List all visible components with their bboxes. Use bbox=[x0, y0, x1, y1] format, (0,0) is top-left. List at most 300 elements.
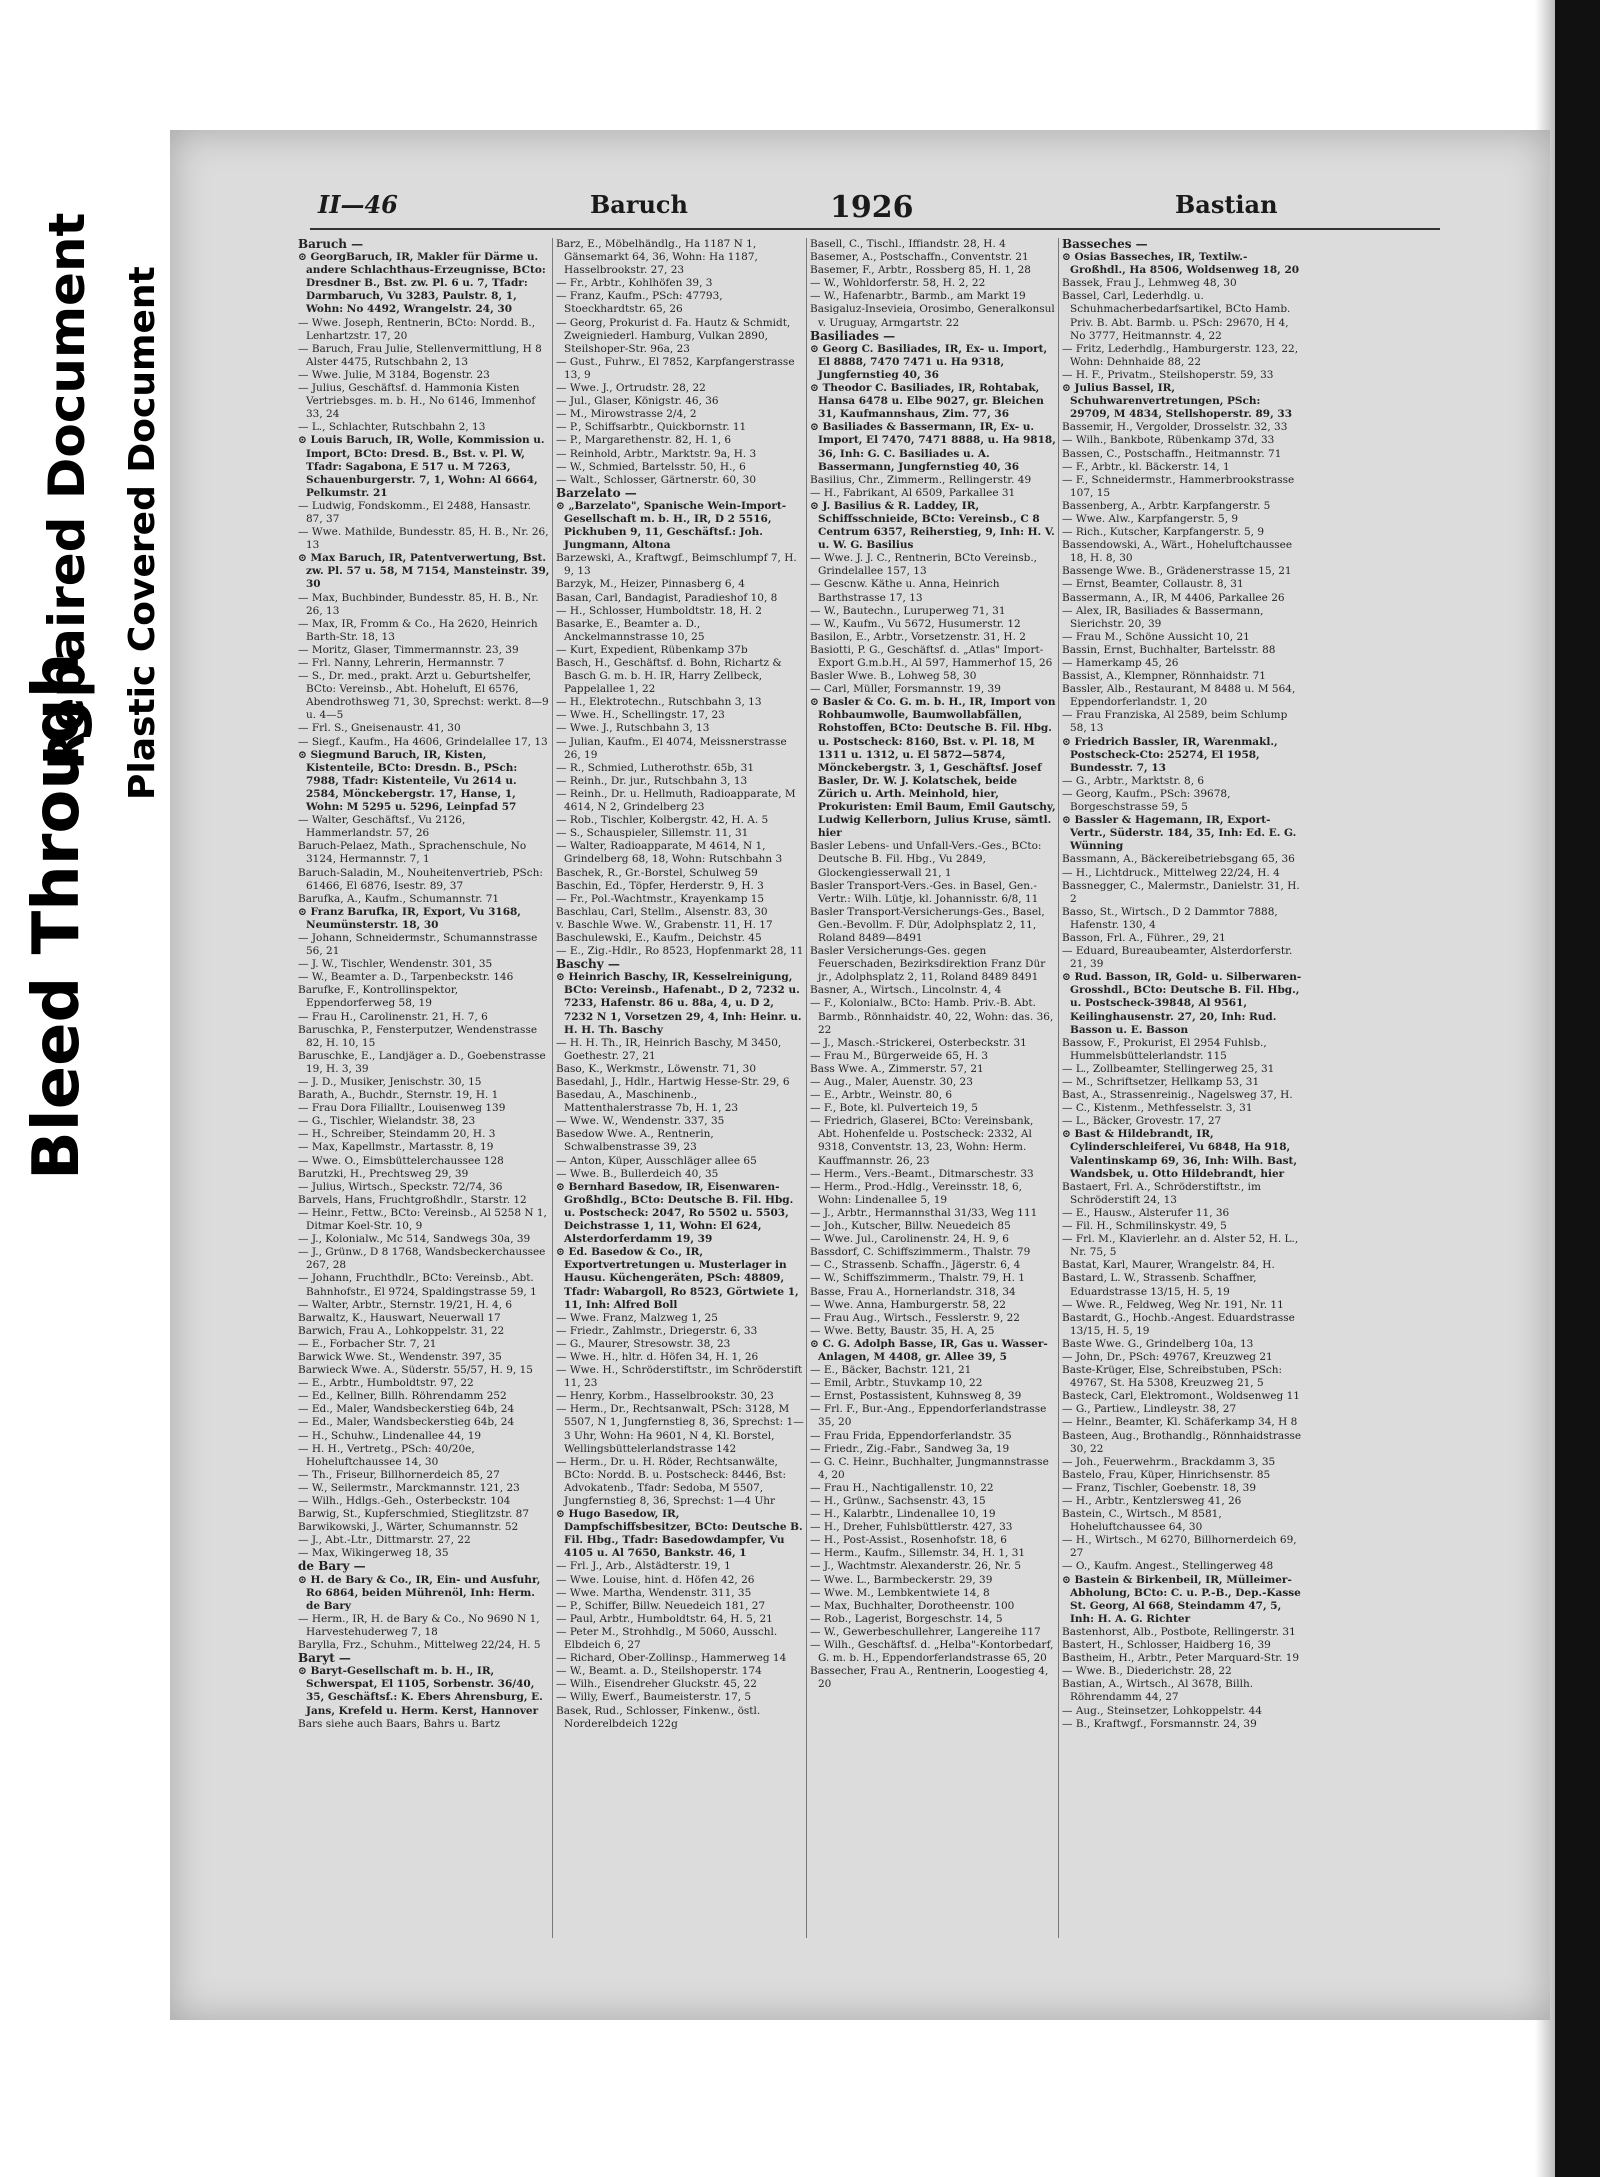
directory-entry: ⊙ C. G. Adolph Basse, IR, Gas u. Wasser-Anlagen, M 4408, gr. Allee 39, 5 bbox=[810, 1337, 1048, 1363]
directory-entry: — Reinhold, Arbtr., Marktstr. 9a, H. 3 bbox=[556, 447, 757, 460]
directory-entry: Basilius, Chr., Zimmerm., Rellingerstr. 49 bbox=[810, 473, 1032, 486]
directory-entry: — Kurt, Expedient, Rübenkamp 37b bbox=[556, 643, 748, 656]
directory-entry: — Th., Friseur, Billhornerdeich 85, 27 bbox=[298, 1468, 500, 1481]
directory-entry: Barzelato — bbox=[556, 485, 637, 500]
directory-entry: — Frau M., Schöne Aussicht 10, 21 bbox=[1062, 630, 1250, 643]
directory-entry: ⊙ Bastein & Birkenbeil, IR, Mülleimer-Abholung, BCto: C. u. P.-B., Dep.-Kasse St. Georg, Al 668, Steindamm 47, 5, Inh: H. A. G. Richter bbox=[1062, 1573, 1301, 1625]
directory-entry: — Willy, Ewerf., Baumeisterstr. 17, 5 bbox=[556, 1691, 752, 1704]
directory-entry: Baschlau, Carl, Stellm., Alsenstr. 83, 30 bbox=[556, 905, 768, 918]
directory-entry: Bassnegger, C., Malermstr., Danielstr. 31, H. 2 bbox=[1062, 879, 1300, 905]
directory-entry: — Walter, Radioapparate, M 4614, N 1, Grindelberg 68, 18, Wohn: Rutschbahn 3 bbox=[556, 840, 783, 866]
directory-entry: — W., Seilermstr., Marckmannstr. 121, 23 bbox=[298, 1481, 520, 1494]
directory-entry: Basler Lebens- und Unfall-Vers.-Ges., BCto: Deutsche B. Fil. Hbg., Vu 2849, Glockengiesserwall 21, 1 bbox=[810, 840, 1042, 879]
directory-entry: Barwick Wwe. St., Wendenstr. 397, 35 bbox=[298, 1350, 502, 1363]
directory-entry: — Johann, Fruchthdlr., BCto: Vereinsb., Abt. Bahnhofstr., El 9724, Spaldingstrasse 59, 1 bbox=[298, 1272, 537, 1298]
directory-entry: Barz, E., Möbelhändlg., Ha 1187 N 1, Gänsemarkt 64, 36, Wohn: Ha 1187, Hasselbrookstr. 27, 23 bbox=[556, 238, 758, 277]
directory-entry: ⊙ Hugo Basedow, IR, Dampfschiffsbesitzer, BCto: Deutsche B. Fil. Hbg., Tfadr: Basedowdampfer, Vu 4105 u. Al 7650, Bankstr. 46, 1 bbox=[556, 1508, 803, 1560]
directory-entry: — Franz, Kaufm., PSch: 47793, Stoeckhardtstr. 65, 26 bbox=[556, 290, 723, 316]
directory-entry: Bassermann, A., IR, M 4406, Parkallee 26 bbox=[1062, 591, 1285, 604]
directory-entry: — Paul, Arbtr., Humboldtstr. 64, H. 5, 21 bbox=[556, 1612, 773, 1625]
directory-entry: Bastert, H., Schlosser, Haidberg 16, 39 bbox=[1062, 1639, 1271, 1652]
directory-entry: ⊙ „Barzelato", Spanische Wein-Import-Gesellschaft m. b. H., IR, D 2 5516, Pickhuben 9, 11, Geschäftsf.: Joh. Jungmann, Altona bbox=[556, 499, 787, 552]
directory-entry: — Reinh., Dr. u. Hellmuth, Radioapparate, M 4614, N 2, Grindelberg 23 bbox=[556, 787, 796, 814]
directory-entry: Barufke, F., Kontrollinspektor, Eppendorferweg 58, 19 bbox=[298, 984, 459, 1010]
directory-entry: Bastaert, Frl. A., Schröderstiftstr., im Schröderstift 24, 13 bbox=[1062, 1180, 1261, 1206]
directory-entry: — S., Dr. med., prakt. Arzt u. Geburtshelfer, BCto: Vereinsb., Abt. Hoheluft, El 6576, Abendrothsweg 71, 30, Sprechst: werkt. 8—9 u. 4—5 bbox=[298, 670, 549, 722]
directory-entry: Baste-Krüger, Else, Schreibstuben, PSch: 49767, St. Ha 5308, Kreuzweg 21, 5 bbox=[1062, 1364, 1283, 1390]
directory-entry: — Carl, Müller, Forsmannstr. 19, 39 bbox=[810, 683, 1001, 696]
directory-entry: — Wwe. H., Schröderstiftstr., im Schröderstift 11, 23 bbox=[556, 1364, 803, 1390]
directory-entry: — Wwe. B., Bullerdeich 40, 35 bbox=[556, 1167, 719, 1180]
directory-entry: Bassemir, H., Vergolder, Drosselstr. 32, 33 bbox=[1062, 421, 1288, 434]
directory-entry: — W., Schiffszimmerm., Thalstr. 79, H. 1 bbox=[810, 1272, 1025, 1285]
directory-entry: ⊙ Julius Bassel, IR, Schuhwarenvertretungen, PSch: 29709, M 4834, Stellshoperstr. 89, 33 bbox=[1062, 382, 1293, 421]
directory-entry: — Wwe. Alw., Karpfangerstr. 5, 9 bbox=[1062, 512, 1239, 525]
directory-entry: — E., Hausw., Alsterufer 11, 36 bbox=[1062, 1206, 1230, 1219]
directory-entry: — Gescnw. Käthe u. Anna, Heinrich Barthstrasse 17, 13 bbox=[810, 578, 1000, 604]
directory-entry: Bassecher, Frau A., Rentnerin, Loogestieg 4, 20 bbox=[810, 1665, 1049, 1691]
directory-entry: ⊙ H. de Bary & Co., IR, Ein- und Ausfuhr, Ro 6864, beiden Mührenöl, Inh: Herm. de Bary bbox=[298, 1573, 541, 1612]
directory-entry: Bastardt, G., Hochb.-Angest. Eduardstrasse 13/15, H. 5, 19 bbox=[1062, 1311, 1295, 1337]
directory-entry: — Anton, Küper, Ausschläger allee 65 bbox=[556, 1154, 757, 1167]
directory-entry: — Wilh., Eisendreher Gluckstr. 45, 22 bbox=[556, 1678, 757, 1691]
directory-entry: — Wwe. Anna, Hamburgerstr. 58, 22 bbox=[810, 1298, 1006, 1311]
directory-entry: — Wwe. Jul., Carolinenstr. 24, H. 9, 6 bbox=[810, 1233, 1009, 1246]
directory-entry: — Ed., Maler, Wandsbeckerstieg 64b, 24 bbox=[298, 1403, 515, 1416]
directory-entry: — J., Abt.-Ltr., Dittmarstr. 27, 22 bbox=[298, 1534, 471, 1547]
directory-entry: — G., Arbtr., Marktstr. 8, 6 bbox=[1062, 774, 1205, 787]
column-divider bbox=[806, 238, 807, 1938]
directory-entry: Baschin, Ed., Töpfer, Herderstr. 9, H. 3 bbox=[556, 879, 764, 892]
page-number: II—46 bbox=[318, 190, 398, 219]
directory-entry: Bassendowski, A., Wärt., Hoheluftchaussee 18, H. 8, 30 bbox=[1062, 539, 1293, 565]
directory-entry: — Rich., Kutscher, Karpfangerstr. 5, 9 bbox=[1062, 526, 1265, 539]
header-rule bbox=[310, 228, 1440, 230]
directory-entry: — Ed., Maler, Wandsbeckerstieg 64b, 24 bbox=[298, 1416, 515, 1429]
page-header-year: 1926 bbox=[830, 190, 914, 225]
directory-entry: Barwaltz, K., Hauswart, Neuerwall 17 bbox=[298, 1311, 501, 1324]
directory-entry: Basek, Rud., Schlosser, Finkenw., östl. Norderelbdeich 122g bbox=[556, 1704, 761, 1730]
directory-entry: — M., Mirowstrasse 2/4, 2 bbox=[556, 408, 697, 421]
directory-entry: — Frau Frida, Eppendorferlandstr. 35 bbox=[810, 1429, 1012, 1442]
directory-entry: de Bary — bbox=[298, 1559, 366, 1574]
directory-entry: ⊙ Basiliades & Bassermann, IR, Ex- u. Import, El 7470, 7471 8888, u. Ha 9818, 36, Inh: G. C. Basiliades u. A. Bassermann, Jungfernstieg 40, 36 bbox=[810, 421, 1056, 473]
directory-entry: — Henry, Korbm., Hasselbrookstr. 30, 23 bbox=[556, 1390, 774, 1403]
directory-entry: Bassin, Ernst, Buchhalter, Bartelsstr. 88 bbox=[1062, 643, 1276, 656]
directory-entry: Bassist, A., Klempner, Rönnhaidstr. 71 bbox=[1062, 670, 1266, 683]
directory-entry: — Rob., Tischler, Kolbergstr. 42, H. A. 5 bbox=[556, 814, 769, 827]
directory-entry: — Siegf., Kaufm., Ha 4606, Grindelallee 17, 13 bbox=[298, 735, 548, 748]
directory-entry: — Frl. J., Arb., Alstädterstr. 19, 1 bbox=[556, 1560, 731, 1573]
directory-entry: ⊙ Basler & Co. G. m. b. H., IR, Import von Rohbaumwolle, Baumwollabfällen, Rohstoffen, BCto: Deutsche B. Fil. Hbg. u. Postscheck: 8160, Bst. v. Pl. 18, M 1311 u. 1312, u. El 5872—5874, Mönckebergstr. 3, 1, Geschäftsf. Josef Basler, Dr. W. J. Kolatschek, beide Zürich u. Arth. Meinhold, hier, Prokuristen: Emil Baum, Emil Gautschy, Ludwig Kellerborn, Julius Kruse, sämtl. hier bbox=[810, 696, 1056, 840]
directory-entry: — Frl. M., Klavierlehr. an d. Alster 52, H. L., Nr. 75, 5 bbox=[1062, 1233, 1299, 1259]
directory-entry: ⊙ Friedrich Bassler, IR, Warenmakl., Postscheck-Cto: 25274, El 1958, Bundesstr. 7, 13 bbox=[1062, 735, 1278, 774]
directory-entry: Bass Wwe. A., Zimmerstr. 57, 21 bbox=[810, 1062, 984, 1075]
directory-entry: Basson, Frl. A., Führer., 29, 21 bbox=[1062, 931, 1226, 944]
directory-column-2 bbox=[556, 238, 804, 1938]
directory-entry: — Eduard, Bureaubeamter, Alsterdorferstr. 21, 39 bbox=[1062, 945, 1293, 971]
directory-column-3 bbox=[810, 238, 1056, 1938]
directory-entry: — Wwe. Mathilde, Bundesstr. 85, H. B., Nr. 26, 13 bbox=[298, 526, 549, 552]
directory-entry: — H., Schuhw., Lindenallee 44, 19 bbox=[298, 1429, 482, 1442]
directory-entry: Bassler, Alb., Restaurant, M 8488 u. M 564, Eppendorferlandstr. 1, 20 bbox=[1062, 683, 1296, 709]
directory-entry: — Rob., Lagerist, Borgeschstr. 14, 5 bbox=[810, 1612, 1003, 1625]
directory-entry: Basilon, E., Arbtr., Vorsetzenstr. 31, H. 2 bbox=[810, 630, 1026, 643]
directory-entry: — Ludwig, Fondskomm., El 2488, Hansastr. 87, 37 bbox=[298, 499, 531, 525]
directory-entry: — Georg, Prokurist d. Fa. Hautz & Schmidt, Zweigniederl. Hamburg, Vulkan 2890, Steilshoper-Str. 96a, 23 bbox=[556, 316, 791, 355]
directory-entry: — H., Schlosser, Humboldtstr. 18, H. 2 bbox=[556, 604, 762, 617]
directory-entry: Barwikowski, J., Wärter, Schumannstr. 52 bbox=[298, 1521, 519, 1534]
directory-entry: — H., Wirtsch., M 6270, Billhornerdeich 69, 27 bbox=[1062, 1534, 1297, 1560]
directory-entry: — Frau Franziska, Al 2589, beim Schlump 58, 13 bbox=[1062, 709, 1288, 735]
directory-entry: — Richard, Ober-Zollinsp., Hammerweg 14 bbox=[556, 1652, 787, 1665]
directory-entry: — E., Forbacher Str. 7, 21 bbox=[298, 1337, 437, 1350]
directory-entry: — Reinh., Dr. jur., Rutschbahn 3, 13 bbox=[556, 774, 748, 787]
directory-entry: Bassenberg, A., Arbtr. Karpfangerstr. 5 bbox=[1062, 499, 1271, 512]
directory-entry: — Herm., IR, H. de Bary & Co., No 9690 N 1, Harvestehuderweg 7, 18 bbox=[298, 1612, 540, 1638]
page-header-last-name: Bastian bbox=[1175, 190, 1278, 219]
directory-entry: Bassmann, A., Bäckereibetriebsgang 65, 36 bbox=[1062, 853, 1295, 866]
directory-entry: ⊙ Siegmund Baruch, IR, Kisten, Kistenteile, BCto: Dresdn. B., PSch: 7988, Tfadr: Kistenteile, Vu 2614 u. 2584, Mönckebergstr. 17, Hanse, 1, Wohn: M 5295 u. 5296, Leinpfad 57 bbox=[298, 748, 518, 814]
directory-entry: Barvels, Hans, Fruchtgroßhdlr., Starstr. 12 bbox=[298, 1193, 527, 1206]
directory-entry: Baschulewski, E., Kaufm., Deichstr. 45 bbox=[556, 931, 762, 944]
directory-entry: — Wwe. J., Ortrudstr. 28, 22 bbox=[556, 382, 706, 395]
directory-entry: — W., Gewerbeschullehrer, Langereihe 117 bbox=[810, 1625, 1041, 1638]
directory-entry: Barzyk, M., Heizer, Pinnasberg 6, 4 bbox=[556, 578, 745, 591]
directory-entry: — Frl. S., Gneisenaustr. 41, 30 bbox=[298, 722, 461, 735]
directory-entry: ⊙ GeorgBaruch, IR, Makler für Därme u. andere Schlachthaus-Erzeugnisse, BCto: Dresdner B., Bst. zw. Pl. 6 u. 7, Tfadr: Darmbaruch, Vu 3283, Paulstr. 8, 1, Wohn: No 4492, Wrangelstr. 24, 30 bbox=[298, 251, 546, 316]
directory-entry: — Julius, Wirtsch., Speckstr. 72/74, 36 bbox=[298, 1180, 503, 1193]
directory-entry: Bastein, C., Wirtsch., M 8581, Hoheluftchaussee 64, 30 bbox=[1062, 1508, 1222, 1534]
directory-entry: — Ed., Kellner, Billh. Röhrendamm 252 bbox=[298, 1390, 507, 1403]
directory-entry: — H., Lichtdruck., Mittelweg 22/24, H. 4 bbox=[1062, 866, 1280, 879]
directory-entry: — Frl. Nanny, Lehrerin, Hermannstr. 7 bbox=[298, 657, 505, 669]
directory-entry: Basan, Carl, Bandagist, Paradieshof 10, 8 bbox=[556, 591, 778, 604]
directory-entry: — W., Hafenarbtr., Barmb., am Markt 19 bbox=[810, 290, 1026, 303]
directory-entry: Basell, C., Tischl., Iffiandstr. 28, H. 4 bbox=[810, 238, 1006, 250]
directory-entry: — Julian, Kaufm., El 4074, Meissnerstrasse 26, 19 bbox=[556, 735, 787, 761]
directory-entry: — Wwe. O., Eimsbüttelerchaussee 128 bbox=[298, 1154, 504, 1167]
directory-entry: — Herm., Prod.-Hdlg., Vereinsstr. 18, 6, Wohn: Lindenallee 5, 19 bbox=[810, 1180, 1022, 1206]
directory-entry: — Alex, IR, Basiliades & Bassermann, Sierichstr. 20, 39 bbox=[1062, 604, 1264, 630]
directory-entry: — H., Elektrotechn., Rutschbahn 3, 13 bbox=[556, 696, 762, 709]
directory-entry: — Julius, Geschäftsf. d. Hammonia Kisten Vertriebsges. m. b. H., No 6146, Immenhof 33, 24 bbox=[298, 382, 536, 421]
directory-entry: — Friedr., Zig.-Fabr., Sandweg 3a, 19 bbox=[810, 1442, 1010, 1455]
directory-entry: — J., Wachtmstr. Alexanderstr. 26, Nr. 5 bbox=[810, 1560, 1021, 1573]
directory-entry: — S., Schauspieler, Sillemstr. 11, 31 bbox=[556, 827, 749, 840]
directory-entry: — P., Schiffer, Billw. Neuedeich 181, 27 bbox=[556, 1599, 766, 1612]
directory-entry: — J., Masch.-Strickerei, Osterbeckstr. 31 bbox=[810, 1036, 1027, 1049]
directory-entry: Basler Transport-Vers.-Ges. in Basel, Gen.-Vertr.: Wilh. Lütje, kl. Johannisstr. 6/8, 11 bbox=[810, 879, 1039, 905]
directory-entry: Basiliades — bbox=[810, 328, 896, 343]
directory-entry: — J. W., Tischler, Wendenstr. 301, 35 bbox=[298, 958, 493, 971]
directory-entry: Basso, St., Wirtsch., D 2 Dammtor 7888, Hafenstr. 130, 4 bbox=[1062, 905, 1278, 931]
directory-entry: — W., Schmied, Bartelsstr. 50, H., 6 bbox=[556, 460, 746, 473]
directory-entry: — Helnr., Beamter, Kl. Schäferkamp 34, H 8 bbox=[1062, 1416, 1298, 1429]
directory-entry: — Wwe. M., Lembkentwiete 14, 8 bbox=[810, 1586, 990, 1599]
directory-entry: ⊙ Ed. Basedow & Co., IR, Exportvertretungen u. Musterlager in Hausu. Küchengeräten, PSch: 48809, Tfadr: Wabargoll, Ro 8523, Görtwiete 1, 11, Inh: Alfred Boll bbox=[556, 1246, 799, 1311]
directory-entry: — H. F., Privatm., Steilshoperstr. 59, 33 bbox=[1062, 368, 1274, 381]
directory-entry: — E., Arbtr., Humboldtstr. 97, 22 bbox=[298, 1377, 474, 1390]
directory-entry: Basler Versicherungs-Ges. gegen Feuerschaden, Bezirksdirektion Franz Dür jr., Adolphsplatz 2, 11, Roland 8489 8491 bbox=[810, 945, 1046, 984]
directory-entry: — Herm., Vers.-Beamt., Ditmarschestr. 33 bbox=[810, 1167, 1034, 1180]
directory-entry: — Max, IR, Fromm & Co., Ha 2620, Heinrich Barth-Str. 18, 13 bbox=[298, 617, 538, 643]
directory-entry: — Max, Kapellmstr., Martasstr. 8, 19 bbox=[298, 1141, 494, 1154]
directory-entry: — J., Kolonialw., Mc 514, Sandwegs 30a, 39 bbox=[298, 1233, 531, 1246]
directory-entry: — Fr., Pol.-Wachtmstr., Krayenkamp 15 bbox=[556, 892, 765, 905]
directory-entry: Baruch-Saladin, M., Nouheitenvertrieb, PSch: 61466, El 6876, Isestr. 89, 37 bbox=[298, 866, 543, 892]
directory-entry: ⊙ Theodor C. Basiliades, IR, Rohtabak, Hansa 6478 u. Elbe 9027, gr. Bleichen 31, Kaufmannshaus, Zim. 77, 36 bbox=[810, 382, 1044, 421]
directory-entry: — Gust., Fuhrw., El 7852, Karpfangerstrasse 13, 9 bbox=[556, 355, 795, 381]
directory-entry: — Joh., Feuerwehrm., Brackdamm 3, 35 bbox=[1062, 1455, 1276, 1468]
directory-entry: — Herm., Kaufm., Sillemstr. 34, H. 1, 31 bbox=[810, 1547, 1026, 1560]
directory-entry: — Fil. H., Schmilinskystr. 49, 5 bbox=[1062, 1220, 1227, 1233]
directory-entry: Bastat, Karl, Maurer, Wrangelstr. 84, H. bbox=[1062, 1259, 1275, 1272]
directory-entry: Basiotti, P. G., Geschäftsf. d. „Atlas" Import-Export G.m.b.H., Al 597, Hammerhof 15, 26 bbox=[810, 643, 1053, 669]
directory-entry: — Wwe. R., Feldweg, Weg Nr. 191, Nr. 11 bbox=[1062, 1298, 1284, 1311]
directory-column-1 bbox=[298, 238, 550, 1938]
directory-entry: — O., Kaufm. Angest., Stellingerweg 48 bbox=[1062, 1560, 1274, 1573]
directory-entry: ⊙ Franz Barufka, IR, Export, Vu 3168, Neumünsterstr. 18, 30 bbox=[298, 905, 521, 931]
directory-entry: Barwich, Frau A., Lohkoppelstr. 31, 22 bbox=[298, 1324, 505, 1337]
directory-entry: — Wwe. H., hltr. d. Höfen 34, H. 1, 26 bbox=[556, 1350, 759, 1363]
directory-entry: — Emil, Arbtr., Stuvkamp 10, 22 bbox=[810, 1377, 983, 1390]
directory-entry: Baruch — bbox=[298, 238, 364, 251]
scanned-directory-page bbox=[170, 130, 1550, 2020]
directory-entry: — Johann, Schneidermstr., Schumannstrasse 56, 21 bbox=[298, 931, 538, 958]
directory-entry: — W., Bautechn., Luruperweg 71, 31 bbox=[810, 604, 1006, 617]
directory-entry: ⊙ J. Basilius & R. Laddey, IR, Schiffsschnieide, BCto: Vereinsb., C 8 Centrum 6357, Reiherstieg, 9, Inh: H. V. u. W. G. Basilius bbox=[810, 499, 1055, 552]
directory-entry: — Jul., Glaser, Königstr. 46, 36 bbox=[556, 395, 719, 408]
directory-entry: — J., Arbtr., Hermannsthal 31/33, Weg 111 bbox=[810, 1206, 1038, 1219]
directory-entry: — Max, Buchhalter, Dorotheenstr. 100 bbox=[810, 1599, 1015, 1612]
directory-entry: Bastheim, H., Arbtr., Peter Marquard-Str. 19 bbox=[1062, 1652, 1300, 1665]
directory-entry: Baschek, R., Gr.-Borstel, Schulweg 59 bbox=[556, 866, 758, 879]
directory-entry: Bars siehe auch Baars, Bahrs u. Bartz bbox=[298, 1717, 500, 1730]
directory-entry: — G. C. Heinr., Buchhalter, Jungmannstrasse 4, 20 bbox=[810, 1455, 1049, 1481]
directory-entry: Basner, A., Wirtsch., Lincolnstr. 4, 4 bbox=[810, 984, 1002, 997]
directory-entry: Basedahl, J., Hdlr., Hartwig Hesse-Str. 29, 6 bbox=[556, 1076, 790, 1088]
directory-entry: — J. D., Musiker, Jenischstr. 30, 15 bbox=[298, 1076, 482, 1088]
plastic-covered-label: Plastic Covered Document bbox=[122, 266, 163, 800]
directory-entry: Bassow, F., Prokurist, El 2954 Fuhlsb., Hummelsbüttelerlandstr. 115 bbox=[1062, 1036, 1267, 1062]
directory-entry: — J., Grünw., D 8 1768, Wandsbeckerchaussee 267, 28 bbox=[298, 1246, 546, 1272]
directory-entry: Bast, A., Strassenreinig., Nagelsweg 37, H. bbox=[1062, 1089, 1293, 1102]
directory-entry: — Moritz, Glaser, Timmermannstr. 23, 39 bbox=[298, 643, 519, 656]
directory-entry: — Franz, Tischler, Goebenstr. 18, 39 bbox=[1062, 1481, 1257, 1494]
directory-entry: Barylla, Frz., Schuhm., Mittelweg 22/24, H. 5 bbox=[298, 1639, 541, 1652]
directory-entry: ⊙ Heinrich Baschy, IR, Kesselreinigung, BCto: Vereinsb., Hafenabt., D 2, 7232 u. 7233, Hafenstr. 86 u. 88a, 4, u. D 2, 7232 N 1, Vorsetzen 29, 4, Inh: Heinr. u. H. H. Th. Baschy bbox=[556, 971, 802, 1036]
directory-entry: — Frau Aug., Wirtsch., Fesslerstr. 9, 22 bbox=[810, 1311, 1020, 1324]
directory-entry: Barzewski, A., Kraftwgf., Beimschlumpf 7, H. 9, 13 bbox=[556, 552, 797, 578]
directory-entry: — Wwe. L., Barmbeckerstr. 29, 39 bbox=[810, 1573, 993, 1586]
directory-entry: Bassenge Wwe. B., Grädenerstrasse 15, 21 bbox=[1062, 565, 1292, 578]
directory-entry: — H., Post-Assist., Rosenhofstr. 18, 6 bbox=[810, 1534, 1007, 1547]
directory-entry: — L., Zollbeamter, Stellingerweg 25, 31 bbox=[1062, 1062, 1275, 1075]
directory-entry: — Fritz, Lederhdlg., Hamburgerstr. 123, 22, Wohn: Dehnhaide 88, 22 bbox=[1062, 342, 1299, 368]
directory-entry: Baruschka, P., Fensterputzer, Wendenstrasse 82, H. 10, 15 bbox=[298, 1023, 538, 1049]
directory-entry: Bastard, L. W., Strassenb. Schaffner, Eduardstrasse 13/15, H. 5, 19 bbox=[1062, 1272, 1257, 1298]
directory-entry: — C., Kistenm., Methfesselstr. 3, 31 bbox=[1062, 1102, 1253, 1115]
directory-entry: — H., Fabrikant, Al 6509, Parkallee 31 bbox=[810, 486, 1016, 499]
directory-entry: Basseches — bbox=[1062, 238, 1148, 251]
directory-entry: Bassen, C., Postschaffn., Heitmannstr. 71 bbox=[1062, 447, 1282, 460]
directory-entry: — Wwe. B., Diederichstr. 28, 22 bbox=[1062, 1665, 1232, 1678]
directory-entry: — Wwe. Franz, Malzweg 1, 25 bbox=[556, 1311, 718, 1324]
directory-entry: ⊙ Georg C. Basiliades, IR, Ex- u. Import, El 8888, 7470 7471 u. Ha 9318, Jungfernstieg 40, 36 bbox=[810, 342, 1048, 381]
directory-entry: — W., Beamter a. D., Tarpenbeckstr. 146 bbox=[298, 971, 514, 984]
directory-entry: — Wwe. Julie, M 3184, Bogenstr. 23 bbox=[298, 368, 490, 381]
directory-entry: — Peter M., Strohhdlg., M 5060, Ausschl. Elbdeich 6, 27 bbox=[556, 1625, 778, 1652]
directory-entry: — E., Zig.-Hdlr., Ro 8523, Hopfenmarkt 28, 11 bbox=[556, 945, 804, 958]
directory-column-4 bbox=[1062, 238, 1302, 1938]
directory-entry: — Max, Wikingerweg 18, 35 bbox=[298, 1547, 449, 1560]
directory-entry: Baschy — bbox=[556, 957, 620, 972]
directory-entry: — Hamerkamp 45, 26 bbox=[1062, 657, 1179, 669]
directory-entry: — H., Arbtr., Kentzlersweg 41, 26 bbox=[1062, 1495, 1242, 1507]
repaired-document-label: Repaired Document bbox=[38, 212, 96, 770]
directory-entry: Baryt — bbox=[298, 1651, 351, 1666]
directory-entry: — Ernst, Beamter, Collaustr. 8, 31 bbox=[1062, 578, 1244, 591]
directory-entry: — Friedrich, Glaserei, BCto: Vereinsbank, Abt. Hohenfelde u. Postscheck: 2332, Al 9318, Conventstr. 13, 23, Wohn: Herm. Kauffmannstr. 26, 23 bbox=[810, 1115, 1034, 1167]
directory-entry: Basigaluz-Insevieia, Orosimbo, Generalkonsul v. Uruguay, Armgartstr. 22 bbox=[810, 303, 1055, 329]
directory-entry: — H. H., Vertretg., PSch: 40/20e, Hoheluftchaussee 14, 30 bbox=[298, 1442, 475, 1468]
bleed-through-label: Bleed Through bbox=[20, 652, 94, 1180]
directory-entry: — E., Arbtr., Weinstr. 80, 6 bbox=[810, 1089, 953, 1102]
directory-entry: ⊙ Osias Basseches, IR, Textilw.-Großhdl., Ha 8506, Woldsenweg 18, 20 bbox=[1062, 251, 1300, 277]
directory-entry: — Georg, Kaufm., PSch: 39678, Borgeschstrasse 59, 5 bbox=[1062, 787, 1231, 814]
directory-entry: — Joh., Kutscher, Billw. Neuedeich 85 bbox=[810, 1220, 1011, 1233]
directory-entry: — E., Bäcker, Bachstr. 121, 21 bbox=[810, 1364, 972, 1377]
directory-entry: — H., Dreher, Fuhlsbüttlerstr. 427, 33 bbox=[810, 1521, 1013, 1534]
directory-entry: Basler Wwe. B., Lohweg 58, 30 bbox=[810, 670, 977, 683]
directory-entry: Basch, H., Geschäftsf. d. Bohn, Richartz & Basch G. m. b. H. IR, Harry Zellbeck, Pappelallee 1, 22 bbox=[556, 657, 782, 696]
directory-entry: — R., Schmied, Lutherothstr. 65b, 31 bbox=[556, 761, 755, 774]
directory-entry: — Wwe. J. J. C., Rentnerin, BCto Vereinsb., Grindelallee 157, 13 bbox=[810, 552, 1038, 578]
directory-entry: — Ernst, Postassistent, Kuhnsweg 8, 39 bbox=[810, 1390, 1022, 1403]
directory-entry: ⊙ Rud. Basson, IR, Gold- u. Silberwaren-Grosshdl., BCto: Deutsche B. Fil. Hbg., u. Postscheck-39848, Al 9561, Keilinghausenstr. 27, 20, Inh: Rud. Basson u. E. Basson bbox=[1062, 971, 1302, 1036]
directory-entry: Bastelo, Frau, Küper, Hinrichsenstr. 85 bbox=[1062, 1468, 1271, 1481]
directory-entry: — Wwe. Joseph, Rentnerin, BCto: Nordd. B., Lenhartzstr. 17, 20 bbox=[298, 316, 536, 342]
directory-entry: — F., Arbtr., kl. Bäckerstr. 14, 1 bbox=[1062, 460, 1230, 473]
directory-entry: — Fr., Arbtr., Kohlhöfen 39, 3 bbox=[556, 277, 713, 290]
directory-entry: — G., Tischler, Wielandstr. 38, 23 bbox=[298, 1115, 476, 1128]
scan-edge-dark bbox=[1555, 0, 1600, 2177]
directory-entry: Barutzki, H., Prechtsweg 29, 39 bbox=[298, 1167, 469, 1180]
directory-entry: Bassdorf, C. Schiffszimmerm., Thalstr. 79 bbox=[810, 1246, 1031, 1259]
directory-entry: ⊙ Max Baruch, IR, Patentverwertung, Bst. zw. Pl. 57 u. 58, M 7154, Mansteinstr. 39, 30 bbox=[298, 552, 550, 591]
directory-entry: Bastenhorst, Alb., Postbote, Rellingerstr. 31 bbox=[1062, 1625, 1296, 1638]
directory-entry: — Wwe. H., Schellingstr. 17, 23 bbox=[556, 709, 725, 722]
directory-entry: — Walter, Arbtr., Sternstr. 19/21, H. 4, 6 bbox=[298, 1298, 513, 1311]
directory-entry: v. Baschle Wwe. W., Grabenstr. 11, H. 17 bbox=[556, 918, 773, 931]
directory-entry: — Aug., Maler, Auenstr. 30, 23 bbox=[810, 1076, 973, 1088]
column-divider bbox=[552, 238, 553, 1938]
directory-entry: Bassek, Frau J., Lehmweg 48, 30 bbox=[1062, 277, 1237, 290]
directory-entry: Basler Transport-Versicherungs-Ges., Basel, Gen.-Bevollm. F. Dür, Adolphsplatz 2, 11, Roland 8489—8491 bbox=[810, 905, 1045, 944]
directory-entry: — Friedr., Zahlmstr., Driegerstr. 6, 33 bbox=[556, 1324, 758, 1337]
directory-entry: Bassel, Carl, Lederhdlg. u. Schuhmacherbedarfsartikel, BCto Hamb. Priv. B. Abt. Barmb. u. PSch: 29670, H 4, No 3777, Heitmannstr. 4, 22 bbox=[1062, 290, 1291, 342]
directory-entry: — Wwe. Louise, hint. d. Höfen 42, 26 bbox=[556, 1573, 755, 1586]
directory-entry: — W., Beamt. a. D., Steilshoperstr. 174 bbox=[556, 1665, 762, 1678]
directory-entry: ⊙ Bernhard Basedow, IR, Eisenwaren-Großhdlg., BCto: Deutsche B. Fil. Hbg. u. Postscheck: 2047, Ro 5502 u. 5503, Deichstrasse 1, 11, Wohn: El 624, Alsterdorferdamm 19, 39 bbox=[556, 1180, 794, 1246]
column-divider bbox=[1058, 238, 1059, 1938]
directory-entry: — Wilh., Geschäftsf. d. „Helba"-Kontorbedarf, G. m. b. H., Eppendorferlandstrasse 65, 20 bbox=[810, 1639, 1054, 1665]
directory-entry: Basedow Wwe. A., Rentnerin, Schwalbenstrasse 39, 23 bbox=[556, 1128, 714, 1154]
directory-entry: — Frau H., Carolinenstr. 21, H. 7, 6 bbox=[298, 1010, 488, 1023]
directory-entry: — Baruch, Frau Julie, Stellenvermittlung, H 8 Alster 4475, Rutschbahn 2, 13 bbox=[298, 342, 542, 368]
directory-entry: — Max, Buchbinder, Bundesstr. 85, H. B., Nr. 26, 13 bbox=[298, 591, 539, 617]
directory-entry: — L., Bäcker, Grovestr. 17, 27 bbox=[1062, 1115, 1222, 1128]
directory-entry: Barath, A., Buchdr., Sternstr. 19, H. 1 bbox=[298, 1089, 499, 1102]
directory-entry: — John, Dr., PSch: 49767, Kreuzweg 21 bbox=[1062, 1350, 1273, 1363]
directory-entry: — P., Schiffsarbtr., Quickbornstr. 11 bbox=[556, 421, 747, 434]
directory-entry: — H., Kalarbtr., Lindenallee 10, 19 bbox=[810, 1508, 996, 1521]
directory-entry: — H., Grünw., Sachsenstr. 43, 15 bbox=[810, 1495, 986, 1507]
directory-entry: — Herm., Dr. u. H. Röder, Rechtsanwälte, BCto: Nordd. B. u. Postscheck: 8446, Bst: Advokatenb., Tfadr: Sedoba, M 5507, Jungfernstieg 8, 36, Sprechst: 1—4 Uhr bbox=[556, 1455, 787, 1507]
directory-entry: Barufka, A., Kaufm., Schumannstr. 71 bbox=[298, 892, 500, 905]
directory-entry: Baruschke, E., Landjäger a. D., Goebenstrasse 19, H. 3, 39 bbox=[298, 1049, 546, 1075]
directory-entry: — Frau H., Nachtigallenstr. 10, 22 bbox=[810, 1481, 994, 1494]
directory-entry: ⊙ Louis Baruch, IR, Wolle, Kommission u. Import, BCto: Dresd. B., Bst. v. Pl. W, Tfadr: Sagabona, E 517 u. M 7263, Schauenburgerstr. 7, 1, Wohn: Al 6664, Pelkumstr. 21 bbox=[298, 434, 545, 499]
directory-entry: Baso, K., Werkmstr., Löwenstr. 71, 30 bbox=[556, 1062, 756, 1075]
directory-entry: — Wwe. W., Wendenstr. 337, 35 bbox=[556, 1115, 725, 1128]
directory-entry: — F., Bote, kl. Pulverteich 19, 5 bbox=[810, 1102, 978, 1115]
directory-entry: Bastian, A., Wirtsch., Al 3678, Billh. Röhrendamm 44, 27 bbox=[1062, 1678, 1254, 1704]
directory-entry: — G., Maurer, Stresowstr. 38, 23 bbox=[556, 1337, 731, 1350]
directory-entry: — F., Schneidermstr., Hammerbrookstrasse 107, 15 bbox=[1062, 473, 1295, 499]
directory-entry: Basarke, E., Beamter a. D., Anckelmannstrasse 10, 25 bbox=[556, 617, 705, 643]
directory-entry: — L., Schlachter, Rutschbahn 2, 13 bbox=[298, 421, 486, 434]
directory-entry: Baruch-Pelaez, Math., Sprachenschule, No 3124, Hermannstr. 7, 1 bbox=[298, 840, 527, 866]
directory-entry: ⊙ Bassler & Hagemann, IR, Export-Vertr., Süderstr. 184, 35, Inh: Ed. E. G. Wünning bbox=[1062, 814, 1297, 853]
directory-entry: — Aug., Steinsetzer, Lohkoppelstr. 44 bbox=[1062, 1704, 1263, 1717]
directory-entry: Barwig, St., Kupferschmied, Stieglitzstr. 87 bbox=[298, 1508, 530, 1521]
directory-entry: — W., Kaufm., Vu 5672, Husumerstr. 12 bbox=[810, 617, 1021, 630]
directory-entry: Basemer, A., Postschaffn., Conventstr. 21 bbox=[810, 251, 1029, 264]
directory-entry: Basteen, Aug., Brothandlg., Rönnhaidstrasse 30, 22 bbox=[1062, 1429, 1302, 1455]
directory-entry: Basteck, Carl, Elektromont., Woldsenweg 11 bbox=[1062, 1390, 1300, 1403]
directory-entry: — B., Kraftwgf., Forsmannstr. 24, 39 bbox=[1062, 1717, 1257, 1730]
directory-entry: — H. H. Th., IR, Heinrich Baschy, M 3450, Goethestr. 27, 21 bbox=[556, 1036, 782, 1062]
directory-entry: — H., Schreiber, Steindamm 20, H. 3 bbox=[298, 1128, 496, 1141]
directory-entry: — Wilh., Hdlgs.-Geh., Osterbeckstr. 104 bbox=[298, 1495, 511, 1507]
page-header-first-name: Baruch bbox=[590, 190, 688, 219]
directory-entry: — Walt., Schlosser, Gärtnerstr. 60, 30 bbox=[556, 473, 757, 486]
directory-entry: — Wwe. Betty, Baustr. 35, H. A, 25 bbox=[810, 1324, 995, 1337]
directory-entry: — P., Margarethenstr. 82, H. 1, 6 bbox=[556, 434, 732, 447]
directory-entry: ⊙ Baryt-Gesellschaft m. b. H., IR, Schwerspat, El 1105, Sorbenstr. 36/40, 35, Geschäftsf.: K. Ebers Ahrensburg, E. Jans, Krefeld u. Herm. Kerst, Hannover bbox=[298, 1665, 543, 1717]
directory-entry: — Wilh., Bankbote, Rübenkamp 37d, 33 bbox=[1062, 434, 1275, 447]
directory-entry: — M., Schriftsetzer, Hellkamp 53, 31 bbox=[1062, 1076, 1260, 1088]
directory-entry: — Walter, Geschäftsf., Vu 2126, Hammerlandstr. 57, 26 bbox=[298, 814, 466, 840]
directory-entry: Barwieck Wwe. A., Süderstr. 55/57, H. 9, 15 bbox=[298, 1364, 533, 1377]
directory-entry: — Frl. F., Bur.-Ang., Eppendorferlandstrasse 35, 20 bbox=[810, 1403, 1047, 1429]
directory-entry: — Wwe. J., Rutschbahn 3, 13 bbox=[556, 722, 710, 735]
directory-entry: Basedau, A., Maschinenb., Mattenthalerstrasse 7b, H. 1, 23 bbox=[556, 1089, 739, 1115]
directory-entry: Basse, Frau A., Hornerlandstr. 318, 34 bbox=[810, 1285, 1016, 1298]
directory-entry: — Frau M., Bürgerweide 65, H. 3 bbox=[810, 1049, 989, 1062]
directory-entry: — C., Strassenb. Schaffn., Jägerstr. 6, 4 bbox=[810, 1259, 1021, 1272]
directory-entry: — Frau Dora Filialltr., Louisenweg 139 bbox=[298, 1102, 506, 1115]
directory-entry: — W., Wohldorferstr. 58, H. 2, 22 bbox=[810, 277, 986, 290]
directory-entry: Baste Wwe. G., Grindelberg 10a, 13 bbox=[1062, 1337, 1254, 1350]
directory-entry: ⊙ Bast & Hildebrandt, IR, Cylinderschleiferei, Vu 6848, Ha 918, Valentinskamp 69, 36, Inh: Wilh. Bast, Wandsbek, u. Otto Hildebrandt, hier bbox=[1062, 1128, 1298, 1180]
directory-entry: — Heinr., Fettw., BCto: Vereinsb., Al 5258 N 1, Ditmar Koel-Str. 10, 9 bbox=[298, 1206, 547, 1233]
directory-entry: — Wwe. Martha, Wendenstr. 311, 35 bbox=[556, 1586, 752, 1599]
directory-entry: — Herm., Dr., Rechtsanwalt, PSch: 3128, M 5507, N 1, Jungfernstieg 8, 36, Sprechst: 1—3 Uhr, Wohn: Ha 9601, N 4, Kl. Borstel, Wellingsbüttelerlandstrasse 142 bbox=[556, 1403, 804, 1455]
directory-entry: — G., Partiew., Lindleystr. 38, 27 bbox=[1062, 1403, 1237, 1416]
